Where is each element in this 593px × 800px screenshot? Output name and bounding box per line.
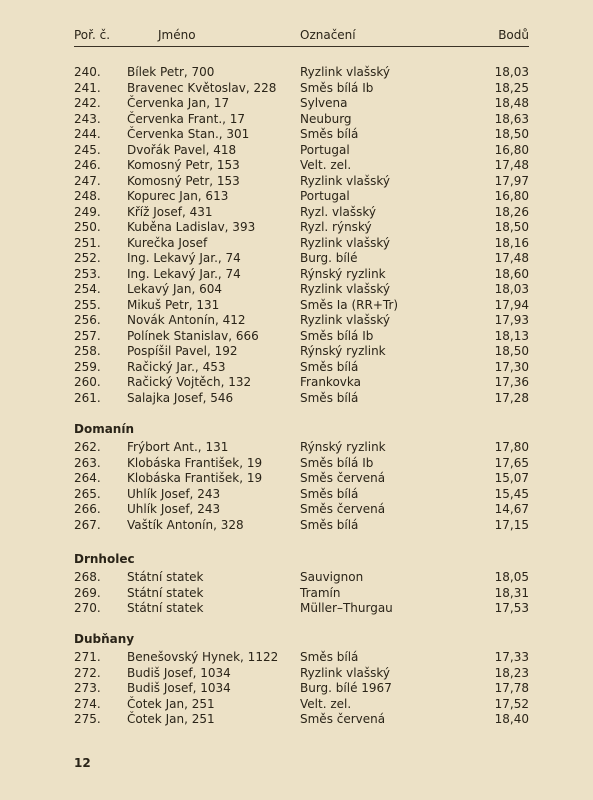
entry-name: Polínek Stanislav, 666 <box>127 328 259 343</box>
entry-name: Račický Vojtěch, 132 <box>127 375 252 389</box>
entry-number: 252. <box>74 251 101 265</box>
entry-designation: Velt. zel. <box>300 696 352 711</box>
entry-number: 259. <box>74 359 101 374</box>
header-number: Poř. č. <box>74 28 111 42</box>
header-name: Jméno <box>158 28 196 42</box>
entry-number: 253. <box>74 266 101 281</box>
entry-points: 17,65 <box>494 455 529 470</box>
entry-number: 241. <box>74 80 101 95</box>
entry-designation: Rýnský ryzlink <box>300 266 386 281</box>
entry-points: 15,45 <box>494 486 529 501</box>
entry-name: Kuběna Ladislav, 393 <box>127 220 256 234</box>
entry-name: Čotek Jan, 251 <box>127 712 215 726</box>
entry-name: Uhlík Josef, 243 <box>127 486 221 501</box>
entry-designation: Směs bílá <box>300 390 359 405</box>
entry-designation: Rýnský ryzlink <box>300 440 386 454</box>
section-drnholec <box>74 548 529 617</box>
entry-points: 18,13 <box>494 328 529 343</box>
entry-number: 249. <box>74 204 101 219</box>
entry-points: 18,50 <box>494 344 529 358</box>
table-row <box>74 502 529 518</box>
table-row <box>74 487 529 503</box>
entry-number: 240. <box>74 65 101 79</box>
entry-number: 264. <box>74 471 101 485</box>
table-row <box>74 65 529 81</box>
entry-number: 244. <box>74 127 101 141</box>
section-domanin <box>74 418 529 533</box>
entry-name: Klobáska František, 19 <box>127 471 263 485</box>
entry-name: Kopurec Jan, 613 <box>127 189 229 203</box>
entry-points: 17,94 <box>494 297 529 312</box>
section-dubnany <box>74 628 529 728</box>
entry-number: 248. <box>74 189 101 203</box>
entry-designation: Směs Ia (RR+Tr) <box>300 297 399 312</box>
entry-designation: Burg. bílé 1967 <box>300 681 392 695</box>
entry-number: 269. <box>74 585 101 600</box>
entry-points: 16,80 <box>494 142 529 157</box>
entry-designation: Velt. zel. <box>300 158 352 172</box>
entry-number: 258. <box>74 344 101 358</box>
entry-points: 17,52 <box>494 696 529 711</box>
entry-name: Červenka Stan., 301 <box>127 127 250 141</box>
entry-name: Pospíšil Pavel, 192 <box>127 344 238 358</box>
entry-number: 262. <box>74 440 101 454</box>
table-row <box>74 313 529 329</box>
table-row <box>74 329 529 345</box>
table-row <box>74 666 529 682</box>
header-points: Bodů <box>498 28 529 42</box>
entry-designation: Směs bílá <box>300 517 359 532</box>
entry-points: 18,03 <box>494 65 529 79</box>
entry-designation: Směs bílá Ib <box>300 455 374 470</box>
table-row <box>74 189 529 205</box>
entry-name: Benešovský Hynek, 1122 <box>127 650 279 664</box>
entry-designation: Směs červená <box>300 471 386 485</box>
entry-number: 273. <box>74 681 101 695</box>
entry-number: 266. <box>74 502 101 516</box>
entry-name: Komosný Petr, 153 <box>127 173 240 188</box>
table-row <box>74 282 529 298</box>
table-row <box>74 344 529 360</box>
table-row <box>74 236 529 252</box>
page-number: 12 <box>74 756 91 770</box>
entry-points: 17,53 <box>494 601 529 615</box>
entry-number: 272. <box>74 665 101 680</box>
entry-name: Bílek Petr, 700 <box>127 65 215 79</box>
section-title: Dubňany <box>74 632 135 646</box>
entry-points: 18,31 <box>494 585 529 600</box>
table-row <box>74 601 529 617</box>
entry-designation: Ryzlink vlašský <box>300 235 391 250</box>
entry-number: 243. <box>74 111 101 126</box>
entry-points: 17,97 <box>494 173 529 188</box>
entry-name: Červenka Frant., 17 <box>127 111 246 126</box>
entry-number: 260. <box>74 375 101 389</box>
table-row <box>74 174 529 190</box>
table-row <box>74 220 529 236</box>
table-row <box>74 570 529 586</box>
entry-number: 255. <box>74 297 101 312</box>
entry-points: 18,05 <box>494 570 529 584</box>
table-row <box>74 697 529 713</box>
entry-number: 265. <box>74 486 101 501</box>
entry-designation: Směs bílá <box>300 127 359 141</box>
entry-number: 256. <box>74 313 101 327</box>
entry-name: Frýbort Ant., 131 <box>127 440 229 454</box>
entry-points: 18,23 <box>494 665 529 680</box>
entry-points: 18,26 <box>494 204 529 219</box>
entry-points: 17,30 <box>494 359 529 374</box>
entry-designation: Ryzlink vlašský <box>300 173 391 188</box>
table-row <box>74 127 529 143</box>
entry-points: 18,03 <box>494 282 529 296</box>
entry-designation: Ryzl. rýnský <box>300 220 372 234</box>
entry-designation: Sylvena <box>300 96 348 110</box>
entry-designation: Směs bílá <box>300 359 359 374</box>
entry-points: 17,80 <box>494 440 529 454</box>
entry-name: Bravenec Květoslav, 228 <box>127 80 277 95</box>
entry-name: Novák Antonín, 412 <box>127 313 246 327</box>
entry-name: Dvořák Pavel, 418 <box>127 142 237 157</box>
entry-points: 18,25 <box>494 80 529 95</box>
entry-number: 275. <box>74 712 101 726</box>
entry-number: 267. <box>74 517 101 532</box>
entry-designation: Směs bílá Ib <box>300 328 374 343</box>
table-row <box>74 360 529 376</box>
entry-designation: Neuburg <box>300 111 352 126</box>
entry-points: 15,07 <box>494 471 529 485</box>
entry-points: 18,63 <box>494 111 529 126</box>
entry-points: 17,28 <box>494 390 529 405</box>
entry-points: 17,33 <box>494 650 529 664</box>
table-row <box>74 251 529 267</box>
entry-name: Salajka Josef, 546 <box>127 390 234 405</box>
entry-number: 270. <box>74 601 101 615</box>
entry-name: Státní statek <box>127 570 204 584</box>
entry-points: 18,16 <box>494 235 529 250</box>
header-rule <box>74 46 529 47</box>
entry-designation: Ryzlink vlašský <box>300 282 391 296</box>
entry-designation: Ryzl. vlašský <box>300 204 376 219</box>
entry-designation: Rýnský ryzlink <box>300 344 386 358</box>
entry-name: Komosný Petr, 153 <box>127 158 240 172</box>
entry-points: 18,40 <box>494 712 529 726</box>
entry-points: 18,50 <box>494 127 529 141</box>
table-row <box>74 158 529 174</box>
entry-number: 250. <box>74 220 101 234</box>
entry-points: 18,60 <box>494 266 529 281</box>
entry-name: Červenka Jan, 17 <box>127 96 230 110</box>
entry-number: 242. <box>74 96 101 110</box>
table-row <box>74 96 529 112</box>
entry-points: 17,48 <box>494 158 529 172</box>
table-row <box>74 440 529 456</box>
entry-designation: Ryzlink vlašský <box>300 665 391 680</box>
entry-name: Ing. Lekavý Jar., 74 <box>127 251 241 265</box>
table-header <box>74 28 529 48</box>
entry-designation: Burg. bílé <box>300 251 358 265</box>
table-row <box>74 586 529 602</box>
entry-number: 274. <box>74 696 101 711</box>
entry-designation: Müller–Thurgau <box>300 601 393 615</box>
entry-designation: Frankovka <box>300 375 361 389</box>
entry-points: 17,93 <box>494 313 529 327</box>
entry-designation: Ryzlink vlašský <box>300 65 391 79</box>
entry-points: 17,48 <box>494 251 529 265</box>
table-row <box>74 391 529 407</box>
entry-designation: Směs bílá <box>300 650 359 664</box>
entry-name: Státní statek <box>127 601 204 615</box>
entry-name: Lekavý Jan, 604 <box>127 282 222 296</box>
header-designation: Označení <box>300 28 356 42</box>
entry-designation: Směs bílá <box>300 486 359 501</box>
entry-number: 271. <box>74 650 101 664</box>
entry-number: 247. <box>74 173 101 188</box>
table-row <box>74 650 529 666</box>
entry-name: Račický Jar., 453 <box>127 359 226 374</box>
entry-points: 18,48 <box>494 96 529 110</box>
entry-name: Budiš Josef, 1034 <box>127 665 231 680</box>
table-row <box>74 298 529 314</box>
entry-name: Kříž Josef, 431 <box>127 204 213 219</box>
entry-number: 245. <box>74 142 101 157</box>
entry-points: 17,78 <box>494 681 529 695</box>
entry-name: Budiš Josef, 1034 <box>127 681 231 695</box>
entry-name: Vaštík Antonín, 328 <box>127 517 244 532</box>
entry-name: Mikuš Petr, 131 <box>127 297 220 312</box>
table-row <box>74 81 529 97</box>
entry-designation: Portugal <box>300 142 350 157</box>
section-title: Drnholec <box>74 552 135 566</box>
section-main <box>74 65 529 406</box>
table-row <box>74 518 529 534</box>
entry-number: 263. <box>74 455 101 470</box>
entry-number: 251. <box>74 235 101 250</box>
entry-name: Klobáska František, 19 <box>127 455 263 470</box>
entry-number: 246. <box>74 158 101 172</box>
entry-designation: Portugal <box>300 189 350 203</box>
entry-designation: Směs červená <box>300 502 386 516</box>
entry-points: 18,50 <box>494 220 529 234</box>
table-row <box>74 267 529 283</box>
entry-number: 257. <box>74 328 101 343</box>
entry-points: 17,15 <box>494 517 529 532</box>
entry-name: Státní statek <box>127 585 204 600</box>
entry-name: Ing. Lekavý Jar., 74 <box>127 266 241 281</box>
table-row <box>74 681 529 697</box>
entry-designation: Ryzlink vlašský <box>300 313 391 327</box>
entry-designation: Směs bílá Ib <box>300 80 374 95</box>
entry-designation: Směs červená <box>300 712 386 726</box>
section-title: Domanín <box>74 422 135 436</box>
entry-name: Uhlík Josef, 243 <box>127 502 221 516</box>
table-row <box>74 112 529 128</box>
entry-designation: Tramín <box>300 585 341 600</box>
table-row <box>74 205 529 221</box>
entry-points: 17,36 <box>494 375 529 389</box>
table-row <box>74 375 529 391</box>
table-row <box>74 143 529 159</box>
entry-number: 261. <box>74 390 101 405</box>
entry-name: Kurečka Josef <box>127 235 208 250</box>
entry-points: 14,67 <box>494 502 529 516</box>
entry-designation: Sauvignon <box>300 570 364 584</box>
table-row <box>74 471 529 487</box>
table-row <box>74 456 529 472</box>
entry-points: 16,80 <box>494 189 529 203</box>
entry-number: 268. <box>74 570 101 584</box>
entry-name: Čotek Jan, 251 <box>127 696 215 711</box>
table-row <box>74 712 529 728</box>
entry-number: 254. <box>74 282 101 296</box>
